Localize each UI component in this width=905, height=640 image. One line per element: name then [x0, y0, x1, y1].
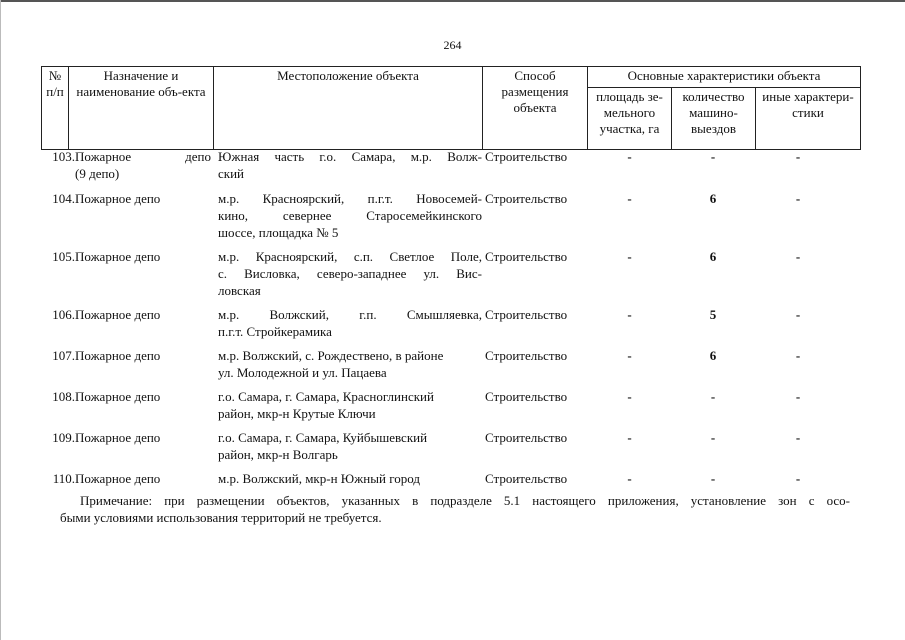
note-line-1: Примечание: при размещении объектов, указанных в подразделе 5.1 настоящего приложения, установление зон с осо-	[80, 493, 850, 508]
row-other: -	[795, 307, 801, 322]
row-other: -	[795, 389, 801, 404]
row-area: -	[627, 149, 632, 164]
row-method: Строительство	[485, 191, 568, 206]
row-number: 103.	[52, 149, 75, 164]
row-method: Строительство	[485, 471, 568, 486]
row-number: 107.	[52, 348, 75, 363]
row-location: м.р. Волжский, с. Рождествено, в районе ул. Молодежной и ул. Пацаева	[218, 348, 444, 380]
header-name: Назначение и наименование объ-екта	[69, 67, 214, 150]
row-count: -	[710, 389, 716, 404]
row-count: -	[710, 149, 716, 164]
row-method: Строительство	[485, 307, 568, 322]
row-name: Пожарное депо (9 депо)	[75, 149, 211, 181]
row-number: 104.	[52, 191, 75, 206]
row-name: Пожарное депо	[75, 348, 161, 363]
row-area: -	[627, 471, 632, 486]
row-location: м.р. Волжский, мкр-н Южный город	[218, 471, 420, 486]
row-location: м.р. Волжский, г.п. Смышляевка, п.г.т. Стройкерамика	[218, 307, 482, 339]
row-number: 108.	[52, 389, 75, 404]
row-other: -	[795, 430, 801, 445]
header-method: Способ размещения объекта	[483, 67, 588, 150]
row-name: Пожарное депо	[75, 191, 161, 206]
row-count: -	[710, 430, 716, 445]
row-count: 6	[709, 191, 717, 206]
row-area: -	[627, 307, 632, 322]
note-line-2: быми условиями использования территорий не требуется.	[60, 510, 382, 525]
row-location: м.р. Красноярский, п.г.т. Новосемей- кино, севернее Старосемейкинского шоссе, площадка № 5	[218, 191, 482, 240]
header-count: количество машино-выездов	[672, 87, 756, 149]
row-number: 105.	[52, 249, 75, 264]
row-number: 110.	[52, 471, 75, 486]
row-location: г.о. Самара, г. Самара, Красноглинский район, мкр-н Крутые Ключи	[218, 389, 434, 421]
page-number: 264	[443, 38, 462, 52]
row-other: -	[795, 249, 801, 264]
row-number: 106.	[52, 307, 75, 322]
header-num: № п/п	[42, 67, 69, 150]
header-characteristics: Основные характеристики объекта	[588, 67, 861, 88]
row-count: -	[710, 471, 716, 486]
row-area: -	[627, 430, 632, 445]
left-border	[0, 0, 1, 640]
row-area: -	[627, 389, 632, 404]
row-name: Пожарное депо	[75, 389, 161, 404]
row-other: -	[795, 149, 801, 164]
row-name: Пожарное депо	[75, 430, 161, 445]
row-area: -	[627, 249, 632, 264]
row-area: -	[627, 191, 632, 206]
row-count: 5	[709, 307, 717, 322]
row-other: -	[795, 471, 801, 486]
row-area: -	[627, 348, 632, 363]
row-number: 109.	[52, 430, 75, 445]
row-method: Строительство	[485, 389, 568, 404]
row-location: м.р. Красноярский, с.п. Светлое Поле, с. Висловка, северо-западнее ул. Вис- ловская	[218, 249, 482, 298]
row-count: 6	[709, 249, 717, 264]
top-border	[0, 0, 905, 2]
row-method: Строительство	[485, 430, 568, 445]
header-area: площадь зе-мельного участка, га	[588, 87, 672, 149]
table-header	[41, 66, 861, 150]
row-other: -	[795, 348, 801, 363]
row-other: -	[795, 191, 801, 206]
row-name: Пожарное депо	[75, 249, 161, 264]
table-note	[60, 492, 850, 526]
header-location: Местоположение объекта	[214, 67, 483, 150]
row-method: Строительство	[485, 348, 568, 363]
row-location: г.о. Самара, г. Самара, Куйбышевский район, мкр-н Волгарь	[218, 430, 428, 462]
row-method: Строительство	[485, 249, 568, 264]
header-other: иные характери-стики	[756, 87, 861, 149]
row-count: 6	[709, 348, 717, 363]
row-location: Южная часть г.о. Самара, м.р. Волж- ский	[218, 149, 482, 181]
row-name: Пожарное депо	[75, 471, 161, 486]
row-method: Строительство	[485, 149, 568, 164]
row-name: Пожарное депо	[75, 307, 161, 322]
